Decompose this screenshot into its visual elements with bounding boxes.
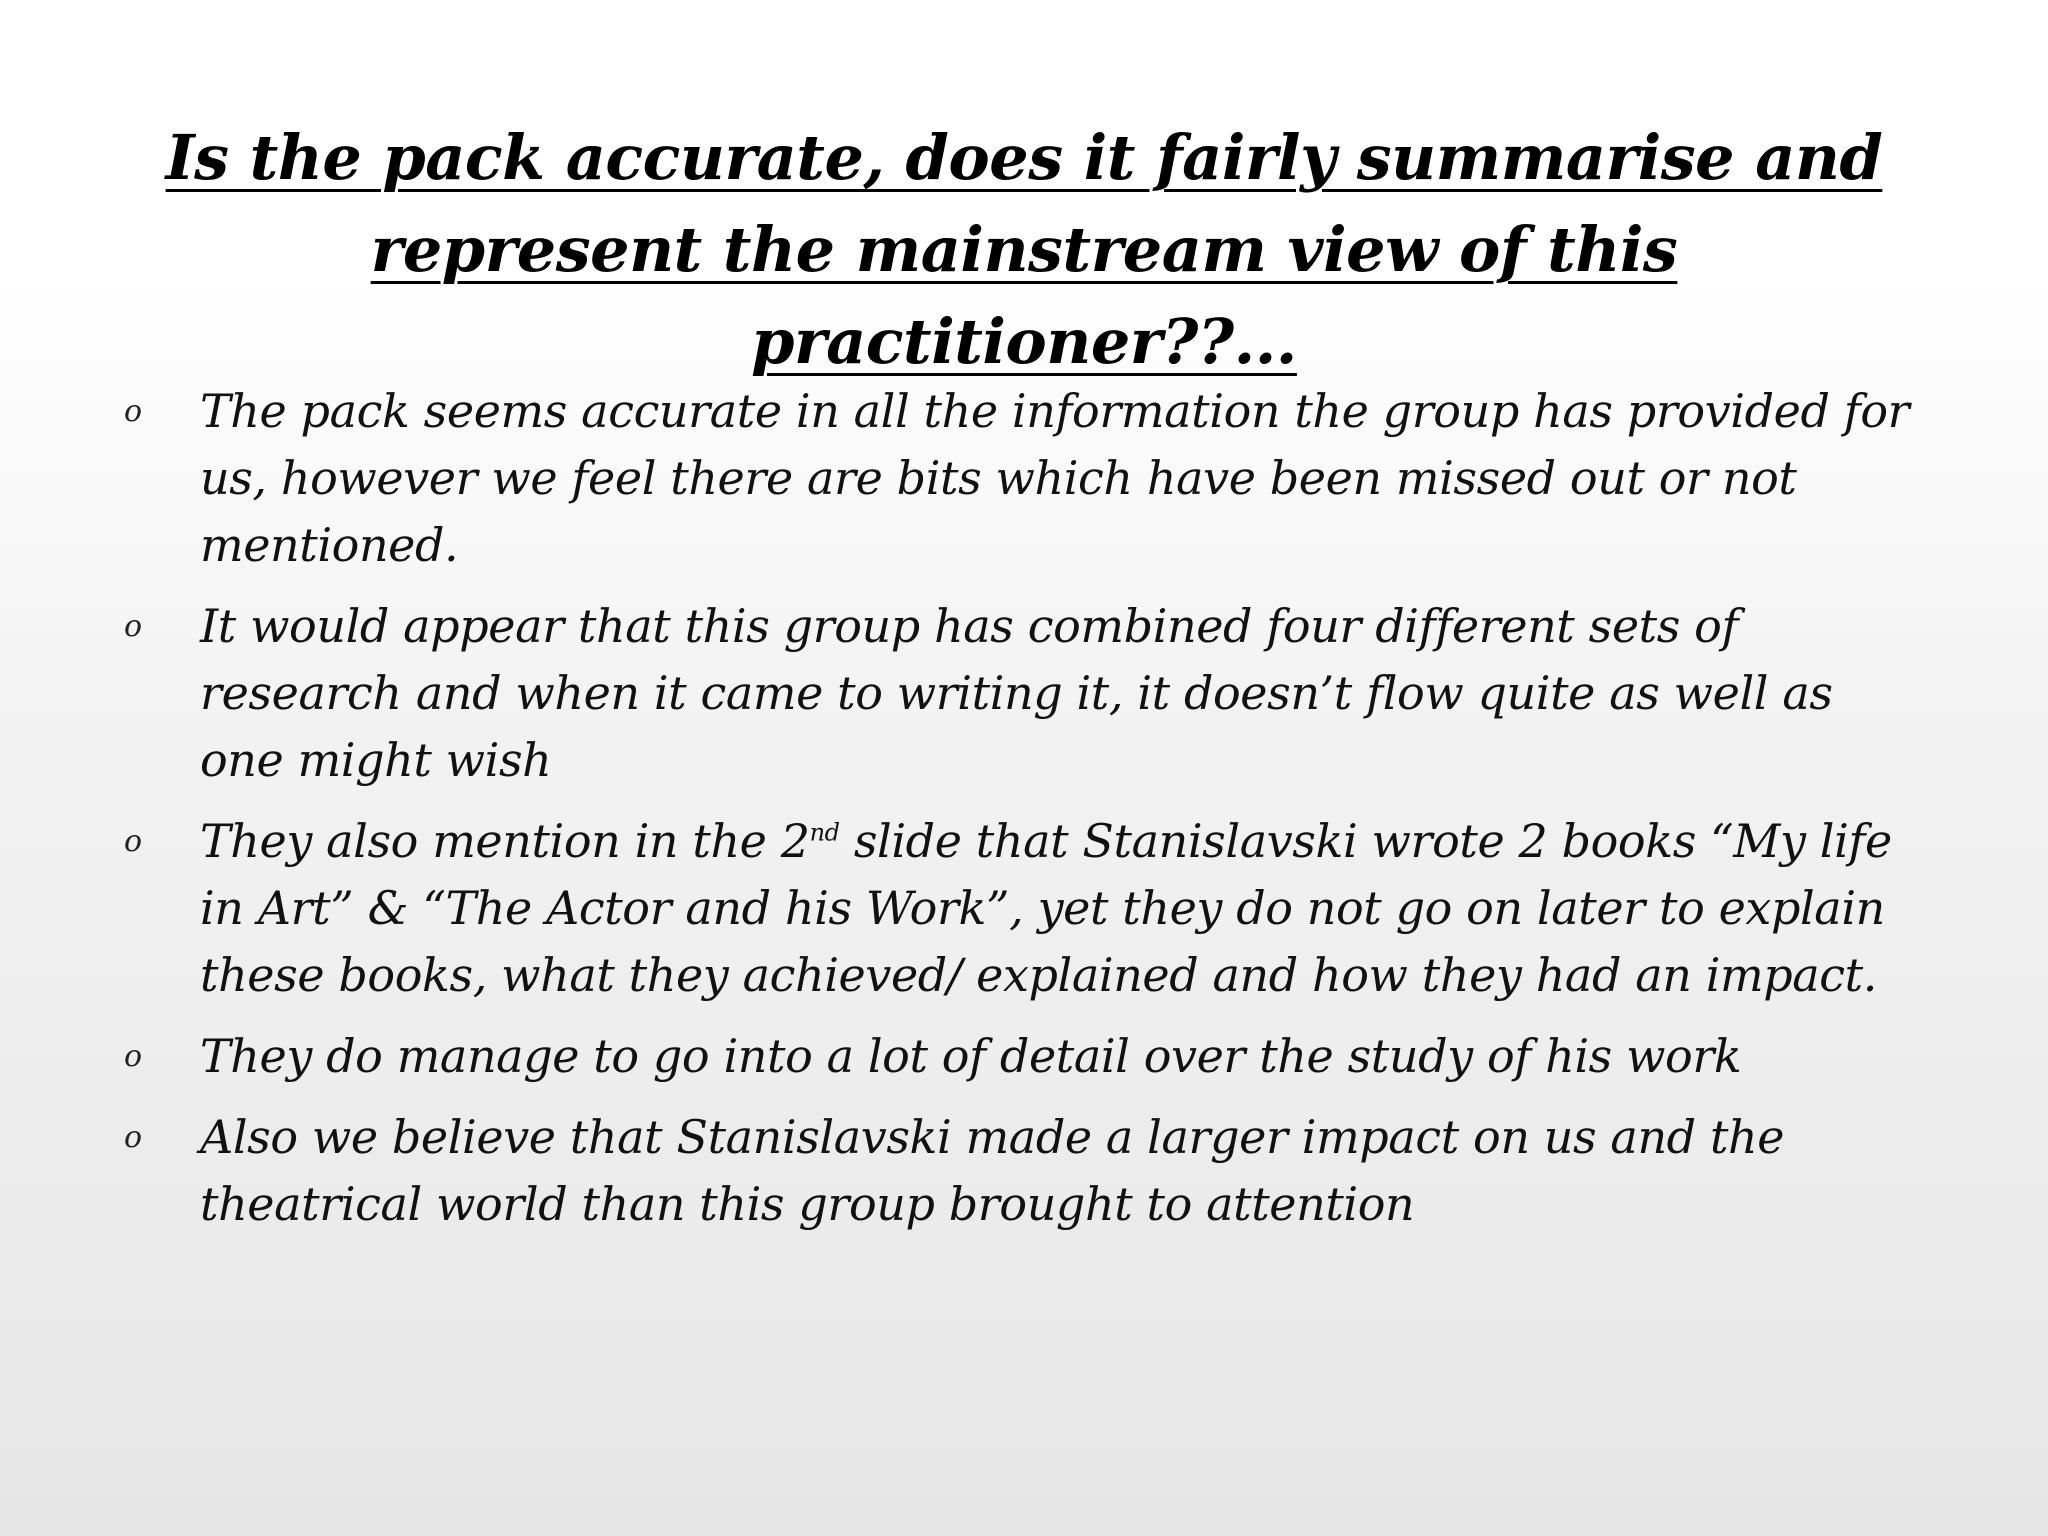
ordinal-superscript: nd xyxy=(809,818,840,847)
bullet-text: Also we believe that Stanislavski made a larger impact on us and the theatrical world than this group brought to attention xyxy=(200,1110,1785,1231)
bullet-text: It would appear that this group has combined four different sets of research and when it came to writing it, it doesn’t flow quite as well as one might wish xyxy=(200,599,1833,787)
bullet-icon: o xyxy=(124,609,142,644)
bullet-icon: o xyxy=(124,394,142,429)
bullet-list xyxy=(120,378,1920,1238)
bullet-text-start: They also mention in the 2 xyxy=(200,814,810,868)
bullet-item-4 xyxy=(120,1023,1920,1090)
slide-title: Is the pack accurate, does it fairly summarise and represent the mainstream view of this practitioner??... xyxy=(165,121,1883,378)
bullet-icon: o xyxy=(124,1120,142,1155)
bullet-icon: o xyxy=(124,1039,142,1074)
bullet-item-1 xyxy=(120,378,1920,579)
bullet-text: They do manage to go into a lot of detail over the study of his work xyxy=(200,1029,1742,1083)
bullet-icon: o xyxy=(124,824,142,859)
bullet-item-3 xyxy=(120,808,1920,1009)
bullet-item-2 xyxy=(120,593,1920,794)
bullet-item-5 xyxy=(120,1104,1920,1238)
bullet-text-end: slide that Stanislavski wrote 2 books “My life in Art” & “The Actor and his Work”, yet they do not go on later to explain these books, what they achieved/ explained and how they had an impact. xyxy=(200,814,1892,1002)
slide-content xyxy=(120,378,1920,1252)
bullet-text: The pack seems accurate in all the information the group has provided for us, however we feel there are bits which have been missed out or not mentioned. xyxy=(200,384,1910,572)
